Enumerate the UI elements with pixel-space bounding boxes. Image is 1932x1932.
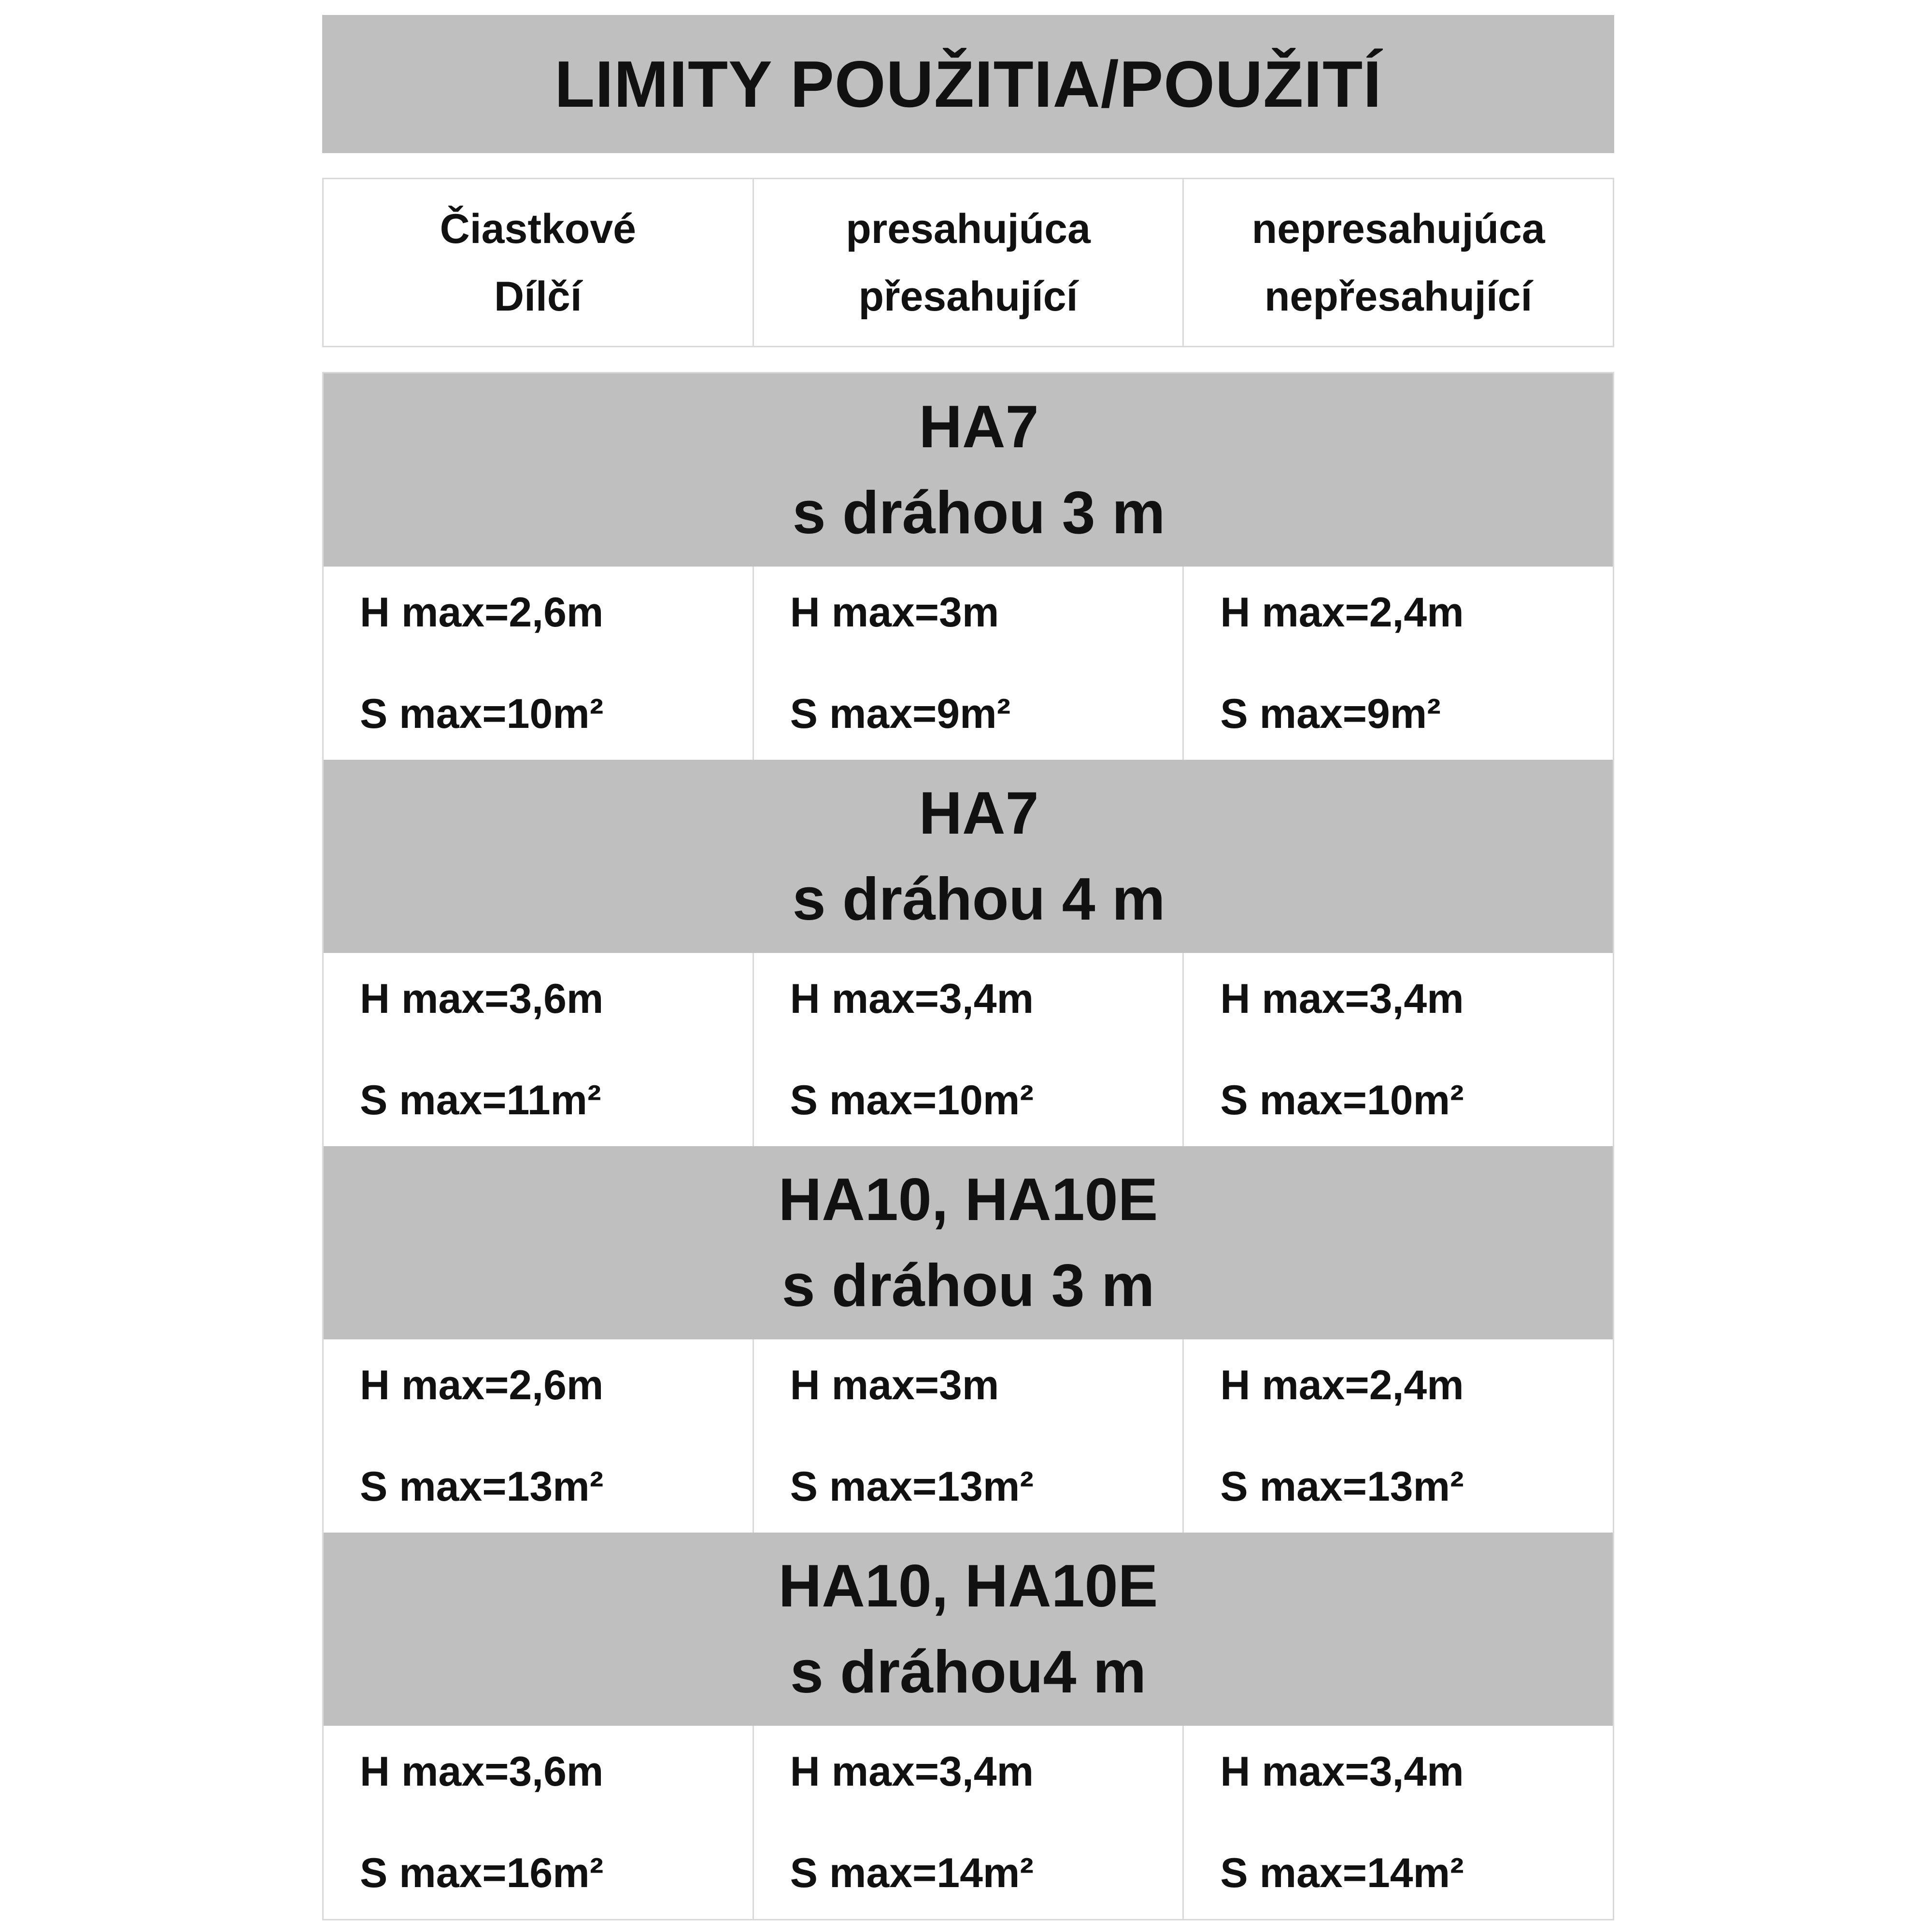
area-limit: S max=10m²	[1220, 1077, 1464, 1123]
area-limit: S max=10m²	[790, 1077, 1034, 1123]
value-cell	[754, 567, 1184, 760]
title-bar	[322, 15, 1614, 153]
group-model: HA7	[919, 780, 1039, 847]
group-header	[324, 760, 1613, 953]
group-values-row	[324, 567, 1613, 760]
column-header-overlapping	[754, 179, 1184, 346]
group-track: s dráhou 3 m	[792, 480, 1165, 546]
column-header-line-cz: přesahující	[858, 273, 1078, 320]
limits-sheet	[322, 15, 1614, 1920]
limits-table	[322, 372, 1614, 1920]
group-values-row	[324, 1726, 1613, 1919]
height-limit: H max=2,4m	[1220, 1362, 1464, 1408]
value-cell	[1184, 567, 1613, 760]
height-limit: H max=3m	[790, 589, 999, 636]
page-title: LIMITY POUŽITIA/POUŽITÍ	[554, 47, 1382, 121]
value-cell	[1184, 1339, 1613, 1533]
area-limit: S max=13m²	[790, 1463, 1034, 1510]
group-values-row	[324, 1339, 1613, 1533]
value-cell	[324, 567, 754, 760]
value-cell	[754, 953, 1184, 1146]
column-header-non-overlapping	[1184, 179, 1613, 346]
area-limit: S max=16m²	[360, 1850, 604, 1896]
height-limit: H max=2,4m	[1220, 589, 1464, 636]
group-model: HA10, HA10E	[778, 1166, 1158, 1233]
value-cell	[1184, 953, 1613, 1146]
height-limit: H max=3m	[790, 1362, 999, 1408]
value-cell	[754, 1726, 1184, 1919]
height-limit: H max=2,6m	[360, 1362, 604, 1408]
group-model: HA10, HA10E	[778, 1553, 1158, 1619]
area-limit: S max=14m²	[790, 1850, 1034, 1896]
height-limit: H max=3,4m	[1220, 976, 1464, 1022]
height-limit: H max=2,6m	[360, 589, 604, 636]
value-cell	[324, 1726, 754, 1919]
value-cell	[324, 953, 754, 1146]
column-header-row	[322, 178, 1614, 347]
value-cell	[324, 1339, 754, 1533]
height-limit: H max=3,4m	[1220, 1748, 1464, 1795]
area-limit: S max=14m²	[1220, 1850, 1464, 1896]
height-limit: H max=3,4m	[790, 976, 1034, 1022]
area-limit: S max=9m²	[1220, 691, 1441, 737]
area-limit: S max=10m²	[360, 691, 604, 737]
area-limit: S max=11m²	[360, 1077, 601, 1123]
column-header-line-cz: Dílčí	[494, 273, 582, 320]
area-limit: S max=13m²	[360, 1463, 604, 1510]
height-limit: H max=3,6m	[360, 1748, 604, 1795]
height-limit: H max=3,6m	[360, 976, 604, 1022]
group-track: s dráhou 3 m	[781, 1252, 1155, 1319]
value-cell	[754, 1339, 1184, 1533]
group-header	[324, 1533, 1613, 1726]
group-header	[324, 373, 1613, 567]
value-cell	[1184, 1726, 1613, 1919]
group-model: HA7	[919, 394, 1039, 460]
height-limit: H max=3,4m	[790, 1748, 1034, 1795]
column-header-partial	[324, 179, 754, 346]
column-header-line-cz: nepřesahující	[1264, 273, 1533, 320]
area-limit: S max=13m²	[1220, 1463, 1464, 1510]
group-track: s dráhou4 m	[790, 1639, 1147, 1705]
group-track: s dráhou 4 m	[792, 866, 1165, 933]
column-header-line-sk: Čiastkové	[440, 205, 636, 252]
group-header	[324, 1146, 1613, 1339]
column-header-line-sk: presahujúca	[846, 205, 1091, 252]
column-header-line-sk: nepresahujúca	[1251, 205, 1545, 252]
group-values-row	[324, 953, 1613, 1146]
area-limit: S max=9m²	[790, 691, 1011, 737]
